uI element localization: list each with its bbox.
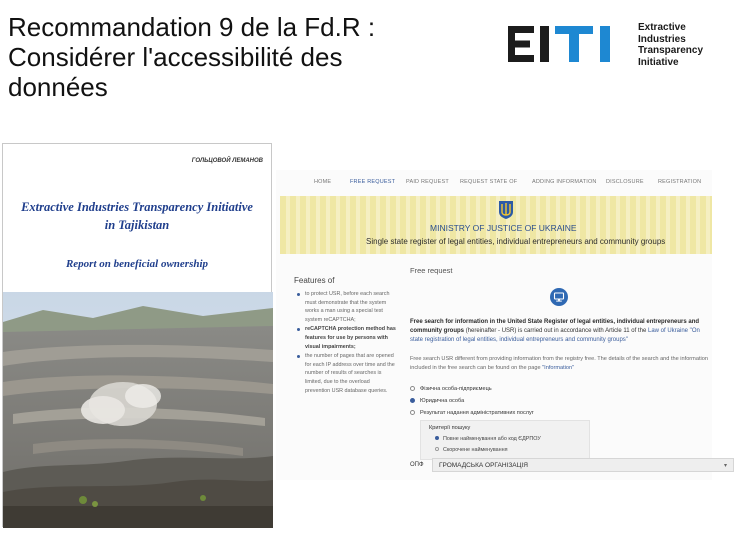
radio-dot[interactable] [410, 410, 415, 415]
report-subtitle: Report on beneficial ownership [65, 258, 209, 270]
radio-dot[interactable] [410, 398, 415, 403]
logo-line: Extractive [638, 22, 686, 33]
trident-emblem-icon [498, 200, 514, 220]
report-title: Extractive Industries Transparency Initiative in Tajikistan [21, 200, 253, 232]
note-text: Free search USR different from providing information from the registry free. The details of the search and the information included in the free search can be found on the page [410, 356, 708, 371]
radio-legal-entity[interactable] [410, 398, 464, 408]
feature-item [296, 325, 396, 351]
feature-item: the number of pages that are opened for each IP address over time and the number of results of searches is limited, due to the overload prevention USR database queries. [296, 352, 396, 395]
criteria-label: Критерії пошуку [429, 425, 471, 431]
feature-item-bold: reCAPTCHA protection method has features for use by persons with visual impairments; [305, 326, 396, 350]
radio-label: Юридична особа [420, 398, 465, 404]
nav-adding-information[interactable]: ADDING INFORMATION [532, 179, 597, 185]
free-request-note [410, 355, 708, 372]
slide-title: Recommandation 9 de la Fd.R : Considérer l'accessibilité des données [8, 12, 376, 103]
radio-dot[interactable] [435, 447, 439, 451]
logo-line: Initiative [638, 56, 679, 68]
ministry-banner [280, 196, 712, 254]
free-request-title: Free request [410, 266, 453, 275]
criteria-short-name[interactable] [435, 447, 508, 453]
registry-website-screenshot [276, 170, 727, 480]
report-author: ГОЛЬЦОВОЙ ЛЕМАНОВ [191, 158, 263, 164]
chevron-down-icon: ▾ [723, 463, 727, 469]
site-nav [276, 170, 712, 196]
radio-dot[interactable] [435, 436, 439, 440]
report-cover [2, 143, 272, 527]
eiti-logo-text [638, 22, 703, 68]
radio-label: Результат надання адміністративних послуг [420, 410, 534, 416]
features-title: Features of [294, 276, 335, 285]
logo-line: Transparency [638, 45, 704, 56]
nav-registration[interactable]: REGISTRATION [658, 179, 702, 185]
opf-label: ОПФ [410, 462, 424, 468]
law-link[interactable]: Law of Ukraine "On state registration of legal entities, individual entrepreneurs and community groups" [410, 328, 700, 343]
search-criteria-box [420, 420, 590, 460]
criteria-option-label: Повне найменування або код ЄДРПОУ [443, 436, 541, 442]
nav-request-state[interactable]: REQUEST STATE OF [460, 179, 518, 185]
criteria-option-label: Скорочене найменування [443, 447, 508, 453]
logo-line: Industries [638, 33, 686, 45]
description-rest: (hereinafter - USR) is carried out in accordance with Article 11 of the [465, 328, 647, 334]
eiti-logo [508, 22, 708, 66]
eiti-logo-mark [508, 24, 632, 64]
information-link[interactable]: "Information" [542, 364, 575, 371]
ministry-name: MINISTRY OF JUSTICE OF UKRAINE [430, 223, 577, 233]
nav-disclosure[interactable]: DISCLOSURE [606, 179, 644, 185]
registry-subtitle: Single state register of legal entities, individual entrepreneurs and community groups [366, 237, 666, 246]
criteria-full-name[interactable] [435, 436, 541, 442]
free-request-description [410, 318, 708, 345]
nav-home[interactable]: HOME [314, 179, 332, 185]
radio-admin-services[interactable] [410, 410, 534, 420]
radio-label: Фізична особа-підприємець [420, 386, 492, 392]
monitor-icon [550, 288, 568, 306]
nav-free-request[interactable]: FREE REQUEST [350, 179, 396, 185]
nav-paid-request[interactable]: PAID REQUEST [406, 179, 449, 185]
features-list [296, 290, 396, 396]
opf-select[interactable] [432, 458, 734, 472]
opf-selected-value: ГРОМАДСЬКА ОРГАНІЗАЦІЯ [439, 462, 528, 469]
radio-individual-entrepreneur[interactable] [410, 386, 492, 396]
feature-item: to protect USR, before each search must demonstrate that the system works a man using a special test system reCAPTCHA; [296, 290, 396, 324]
radio-dot[interactable] [410, 386, 415, 391]
description-bold: Free search for information in the United State Register of legal entities, individual entrepreneurs and community groups [410, 319, 700, 334]
quarry-photo [3, 292, 273, 528]
